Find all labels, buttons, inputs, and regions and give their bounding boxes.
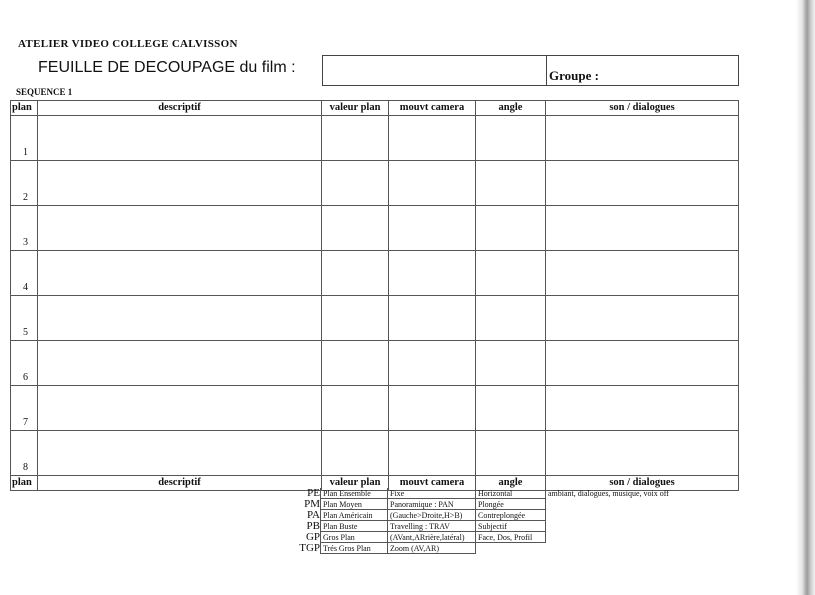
valeur-plan-cell[interactable] bbox=[322, 296, 389, 341]
son-dialogues-cell[interactable] bbox=[546, 431, 739, 476]
film-group-divider bbox=[546, 56, 547, 85]
legend-abbr: PE bbox=[307, 487, 320, 499]
legend-mouvt-camera: Panoramique : PAN bbox=[388, 499, 476, 510]
plan-number: 2 bbox=[11, 161, 38, 206]
legend-valeur-plan: Gros Plan bbox=[320, 532, 388, 543]
valeur-plan-cell[interactable] bbox=[322, 206, 389, 251]
valeur-plan-cell[interactable] bbox=[322, 116, 389, 161]
descriptif-cell[interactable] bbox=[38, 431, 322, 476]
descriptif-cell[interactable] bbox=[38, 206, 322, 251]
valeur-plan-cell[interactable] bbox=[322, 386, 389, 431]
legend-angle: Face, Dos, Profil bbox=[476, 532, 546, 543]
table-row bbox=[11, 386, 739, 431]
page-title: FEUILLE DE DECOUPAGE du film : bbox=[38, 59, 296, 76]
valeur-plan-cell[interactable] bbox=[322, 341, 389, 386]
footer-mouvt-camera: mouvt camera bbox=[389, 476, 476, 491]
table-row bbox=[11, 206, 739, 251]
legend-abbr: TGP bbox=[299, 542, 320, 554]
son-dialogues-cell[interactable] bbox=[546, 251, 739, 296]
mouvt-camera-cell[interactable] bbox=[389, 206, 476, 251]
mouvt-camera-cell[interactable] bbox=[389, 341, 476, 386]
legend-valeur-plan: Plan Américain bbox=[320, 510, 388, 521]
legend-mouvt-camera: Zoom (AV,AR) bbox=[388, 543, 476, 554]
legend-abbr: PB bbox=[306, 520, 320, 532]
angle-cell[interactable] bbox=[476, 251, 546, 296]
plan-number: 1 bbox=[11, 116, 38, 161]
mouvt-camera-cell[interactable] bbox=[389, 431, 476, 476]
son-dialogues-cell[interactable] bbox=[546, 296, 739, 341]
table-row bbox=[11, 161, 739, 206]
legend-angle: Contreplongée bbox=[476, 510, 546, 521]
table-row bbox=[11, 431, 739, 476]
descriptif-cell[interactable] bbox=[38, 386, 322, 431]
mouvt-camera-cell[interactable] bbox=[389, 386, 476, 431]
angle-cell[interactable] bbox=[476, 116, 546, 161]
valeur-plan-cell[interactable] bbox=[322, 251, 389, 296]
scan-page-edge bbox=[796, 0, 815, 595]
header-descriptif: descriptif bbox=[38, 101, 322, 116]
legend-valeur-plan: Plan Moyen bbox=[320, 499, 388, 510]
legend-abbr: PM bbox=[304, 498, 320, 510]
header-valeur-plan: valeur plan bbox=[322, 101, 389, 116]
footer-plan: plan bbox=[11, 476, 38, 491]
legend-mouvt-camera: Fixe bbox=[388, 488, 476, 499]
descriptif-cell[interactable] bbox=[38, 251, 322, 296]
son-dialogues-cell[interactable] bbox=[546, 161, 739, 206]
mouvt-camera-cell[interactable] bbox=[389, 116, 476, 161]
legend-valeur-plan: Trés Gros Plan bbox=[320, 543, 388, 554]
plan-number: 7 bbox=[11, 386, 38, 431]
table-row bbox=[11, 251, 739, 296]
son-dialogues-cell[interactable] bbox=[546, 341, 739, 386]
table-row bbox=[11, 116, 739, 161]
angle-cell[interactable] bbox=[476, 341, 546, 386]
atelier-title: ATELIER VIDEO COLLEGE CALVISSON bbox=[18, 38, 238, 50]
footer-son-dialogues: son / dialogues bbox=[546, 476, 739, 491]
groupe-label: Groupe : bbox=[549, 68, 599, 83]
legend-mouvt-camera: Travelling : TRAV bbox=[388, 521, 476, 532]
legend-mouvt-camera: (AVant,ARrière,latéral) bbox=[388, 532, 476, 543]
descriptif-cell[interactable] bbox=[38, 161, 322, 206]
legend-abbr: PA bbox=[306, 509, 320, 521]
plan-number: 4 bbox=[11, 251, 38, 296]
table-row bbox=[11, 296, 739, 341]
legend-angle: Subjectif bbox=[476, 521, 546, 532]
descriptif-cell[interactable] bbox=[38, 341, 322, 386]
descriptif-cell[interactable] bbox=[38, 296, 322, 341]
header-plan: plan bbox=[11, 101, 38, 116]
son-dialogues-cell[interactable] bbox=[546, 116, 739, 161]
legend-angle: Plongée bbox=[476, 499, 546, 510]
mouvt-camera-cell[interactable] bbox=[389, 251, 476, 296]
table-header-row bbox=[11, 101, 739, 116]
legend-valeur-plan: Plan Buste bbox=[320, 521, 388, 532]
legend-mouvt-camera: (Gauche>Droite,H>B) bbox=[388, 510, 476, 521]
angle-cell[interactable] bbox=[476, 206, 546, 251]
son-dialogues-cell[interactable] bbox=[546, 206, 739, 251]
footer-valeur-plan: valeur plan bbox=[322, 476, 389, 491]
legend-abbr: GP bbox=[305, 531, 320, 543]
decoupage-table bbox=[10, 100, 739, 491]
footer-descriptif: descriptif bbox=[38, 476, 322, 491]
sequence-label: SEQUENCE 1 bbox=[16, 87, 73, 97]
mouvt-camera-cell[interactable] bbox=[389, 161, 476, 206]
son-dialogues-cell[interactable] bbox=[546, 386, 739, 431]
footer-angle: angle bbox=[476, 476, 546, 491]
plan-number: 3 bbox=[11, 206, 38, 251]
plan-number: 8 bbox=[11, 431, 38, 476]
valeur-plan-cell[interactable] bbox=[322, 431, 389, 476]
mouvt-camera-cell[interactable] bbox=[389, 296, 476, 341]
header-mouvt-camera: mouvt camera bbox=[389, 101, 476, 116]
plan-number: 6 bbox=[11, 341, 38, 386]
angle-cell[interactable] bbox=[476, 431, 546, 476]
legend-son-dialogues: ambiant, dialogues, musique, voix off bbox=[548, 489, 669, 498]
angle-cell[interactable] bbox=[476, 296, 546, 341]
descriptif-cell[interactable] bbox=[38, 116, 322, 161]
legend-angle: Horizontal bbox=[476, 488, 546, 499]
valeur-plan-cell[interactable] bbox=[322, 161, 389, 206]
plan-number: 5 bbox=[11, 296, 38, 341]
header-angle: angle bbox=[476, 101, 546, 116]
angle-cell[interactable] bbox=[476, 386, 546, 431]
film-title-field[interactable] bbox=[322, 55, 739, 86]
angle-cell[interactable] bbox=[476, 161, 546, 206]
table-row bbox=[11, 341, 739, 386]
header-son-dialogues: son / dialogues bbox=[546, 101, 739, 116]
legend-valeur-plan: Plan Ensemble bbox=[320, 488, 388, 499]
